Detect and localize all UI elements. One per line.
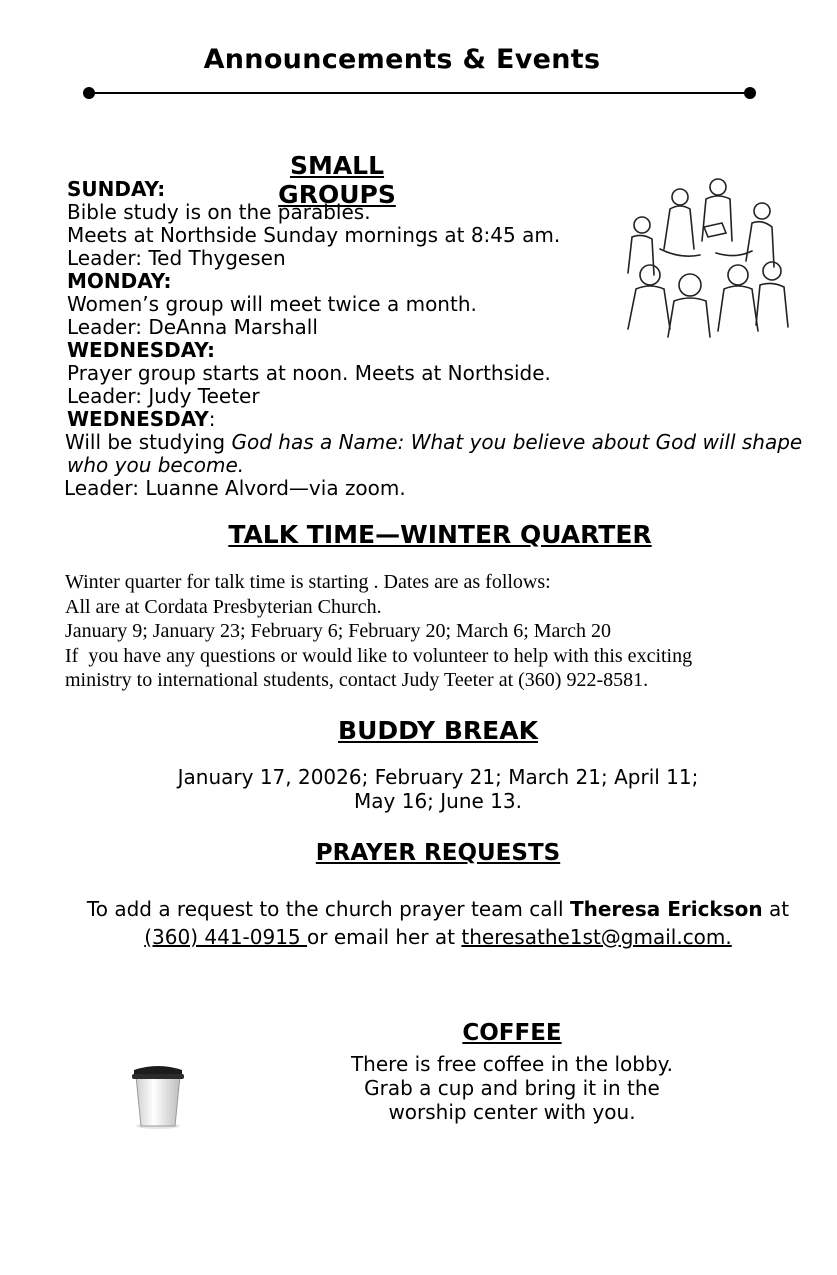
talk-time-line: If you have any questions or would like to volunteer to help with this exciting: [65, 644, 693, 667]
prayer-or-email: or email her at: [307, 925, 462, 949]
talk-time-line: January 9; January 23; February 6; February 20; March 6; March 20: [65, 620, 611, 642]
sunday-topic: Bible study is on the parables.: [67, 200, 371, 224]
wednesday-leader: Leader: Judy Teeter: [67, 384, 260, 408]
talk-time-line: ministry to international students, contact Judy Teeter at (360) 922-8581.: [65, 669, 649, 691]
wednesday-label: WEDNESDAY:: [67, 338, 216, 362]
prayer-at: at: [762, 897, 790, 921]
talk-time-heading: TALK TIME—WINTER QUARTER: [228, 520, 652, 549]
wednesday2-label: WEDNESDAY: [67, 407, 209, 431]
talk-time-line: All are at Cordata Presbyterian Church.: [65, 595, 382, 618]
buddy-break-line2: May 16; June 13.: [354, 789, 522, 813]
coffee-cup-icon: [128, 1060, 190, 1132]
prayer-requests-line1: [38, 895, 837, 923]
coffee-body: [312, 1052, 712, 1124]
monday-leader: Leader: DeAnna Marshall: [67, 315, 318, 339]
wednesday-topic: Prayer group starts at noon. Meets at Northside.: [67, 361, 551, 385]
prayer-requests-heading: PRAYER REQUESTS: [315, 840, 561, 866]
sunday-label: SUNDAY:: [67, 177, 166, 201]
buddy-break-line1: January 17, 20026; February 21; March 21; April 11;: [177, 765, 699, 789]
wednesday2-label-row: [67, 408, 827, 431]
prayer-contact-name: Theresa Erickson: [569, 897, 763, 921]
sunday-leader: Leader: Ted Thygesen: [67, 246, 286, 270]
buddy-break-dates: [138, 765, 738, 813]
coffee-line1: There is free coffee in the lobby.: [350, 1052, 674, 1076]
wednesday2-leader: Leader: Luanne Alvord—via zoom.: [64, 476, 406, 500]
talk-time-line: Winter quarter for talk time is starting . Dates are as follows:: [65, 571, 551, 593]
prayer-intro: To add a request to the church prayer team call: [86, 897, 570, 921]
prayer-phone[interactable]: (360) 441-0915: [144, 925, 308, 949]
title-divider: [82, 85, 758, 101]
talk-time-body: [65, 570, 825, 693]
coffee-line3: worship center with you.: [388, 1100, 636, 1124]
monday-topic: Women’s group will meet twice a month.: [67, 292, 477, 316]
wednesday2-colon: :: [208, 407, 216, 431]
prayer-requests-line2: [38, 923, 837, 951]
small-groups-heading: SMALL GROUPS: [278, 151, 396, 209]
coffee-heading: COFFEE: [462, 1020, 562, 1046]
monday-label: MONDAY:: [67, 269, 172, 293]
sunday-meeting: Meets at Northside Sunday mornings at 8:45 am.: [67, 223, 561, 247]
book-title-line1: God has a Name: What you believe about God will shape: [231, 430, 803, 454]
small-group-illustration: [620, 175, 792, 340]
coffee-line2: Grab a cup and bring it in the: [364, 1076, 660, 1100]
page-title: Announcements & Events: [203, 44, 601, 75]
wednesday2-intro: Will be studying: [65, 430, 232, 454]
buddy-break-heading: BUDDY BREAK: [338, 716, 538, 745]
wednesday2-topic: [65, 431, 827, 454]
book-title-line2: who you become.: [67, 453, 245, 477]
prayer-requests-body: [38, 895, 837, 951]
prayer-email-link[interactable]: theresathe1st@gmail.com.: [461, 925, 732, 949]
